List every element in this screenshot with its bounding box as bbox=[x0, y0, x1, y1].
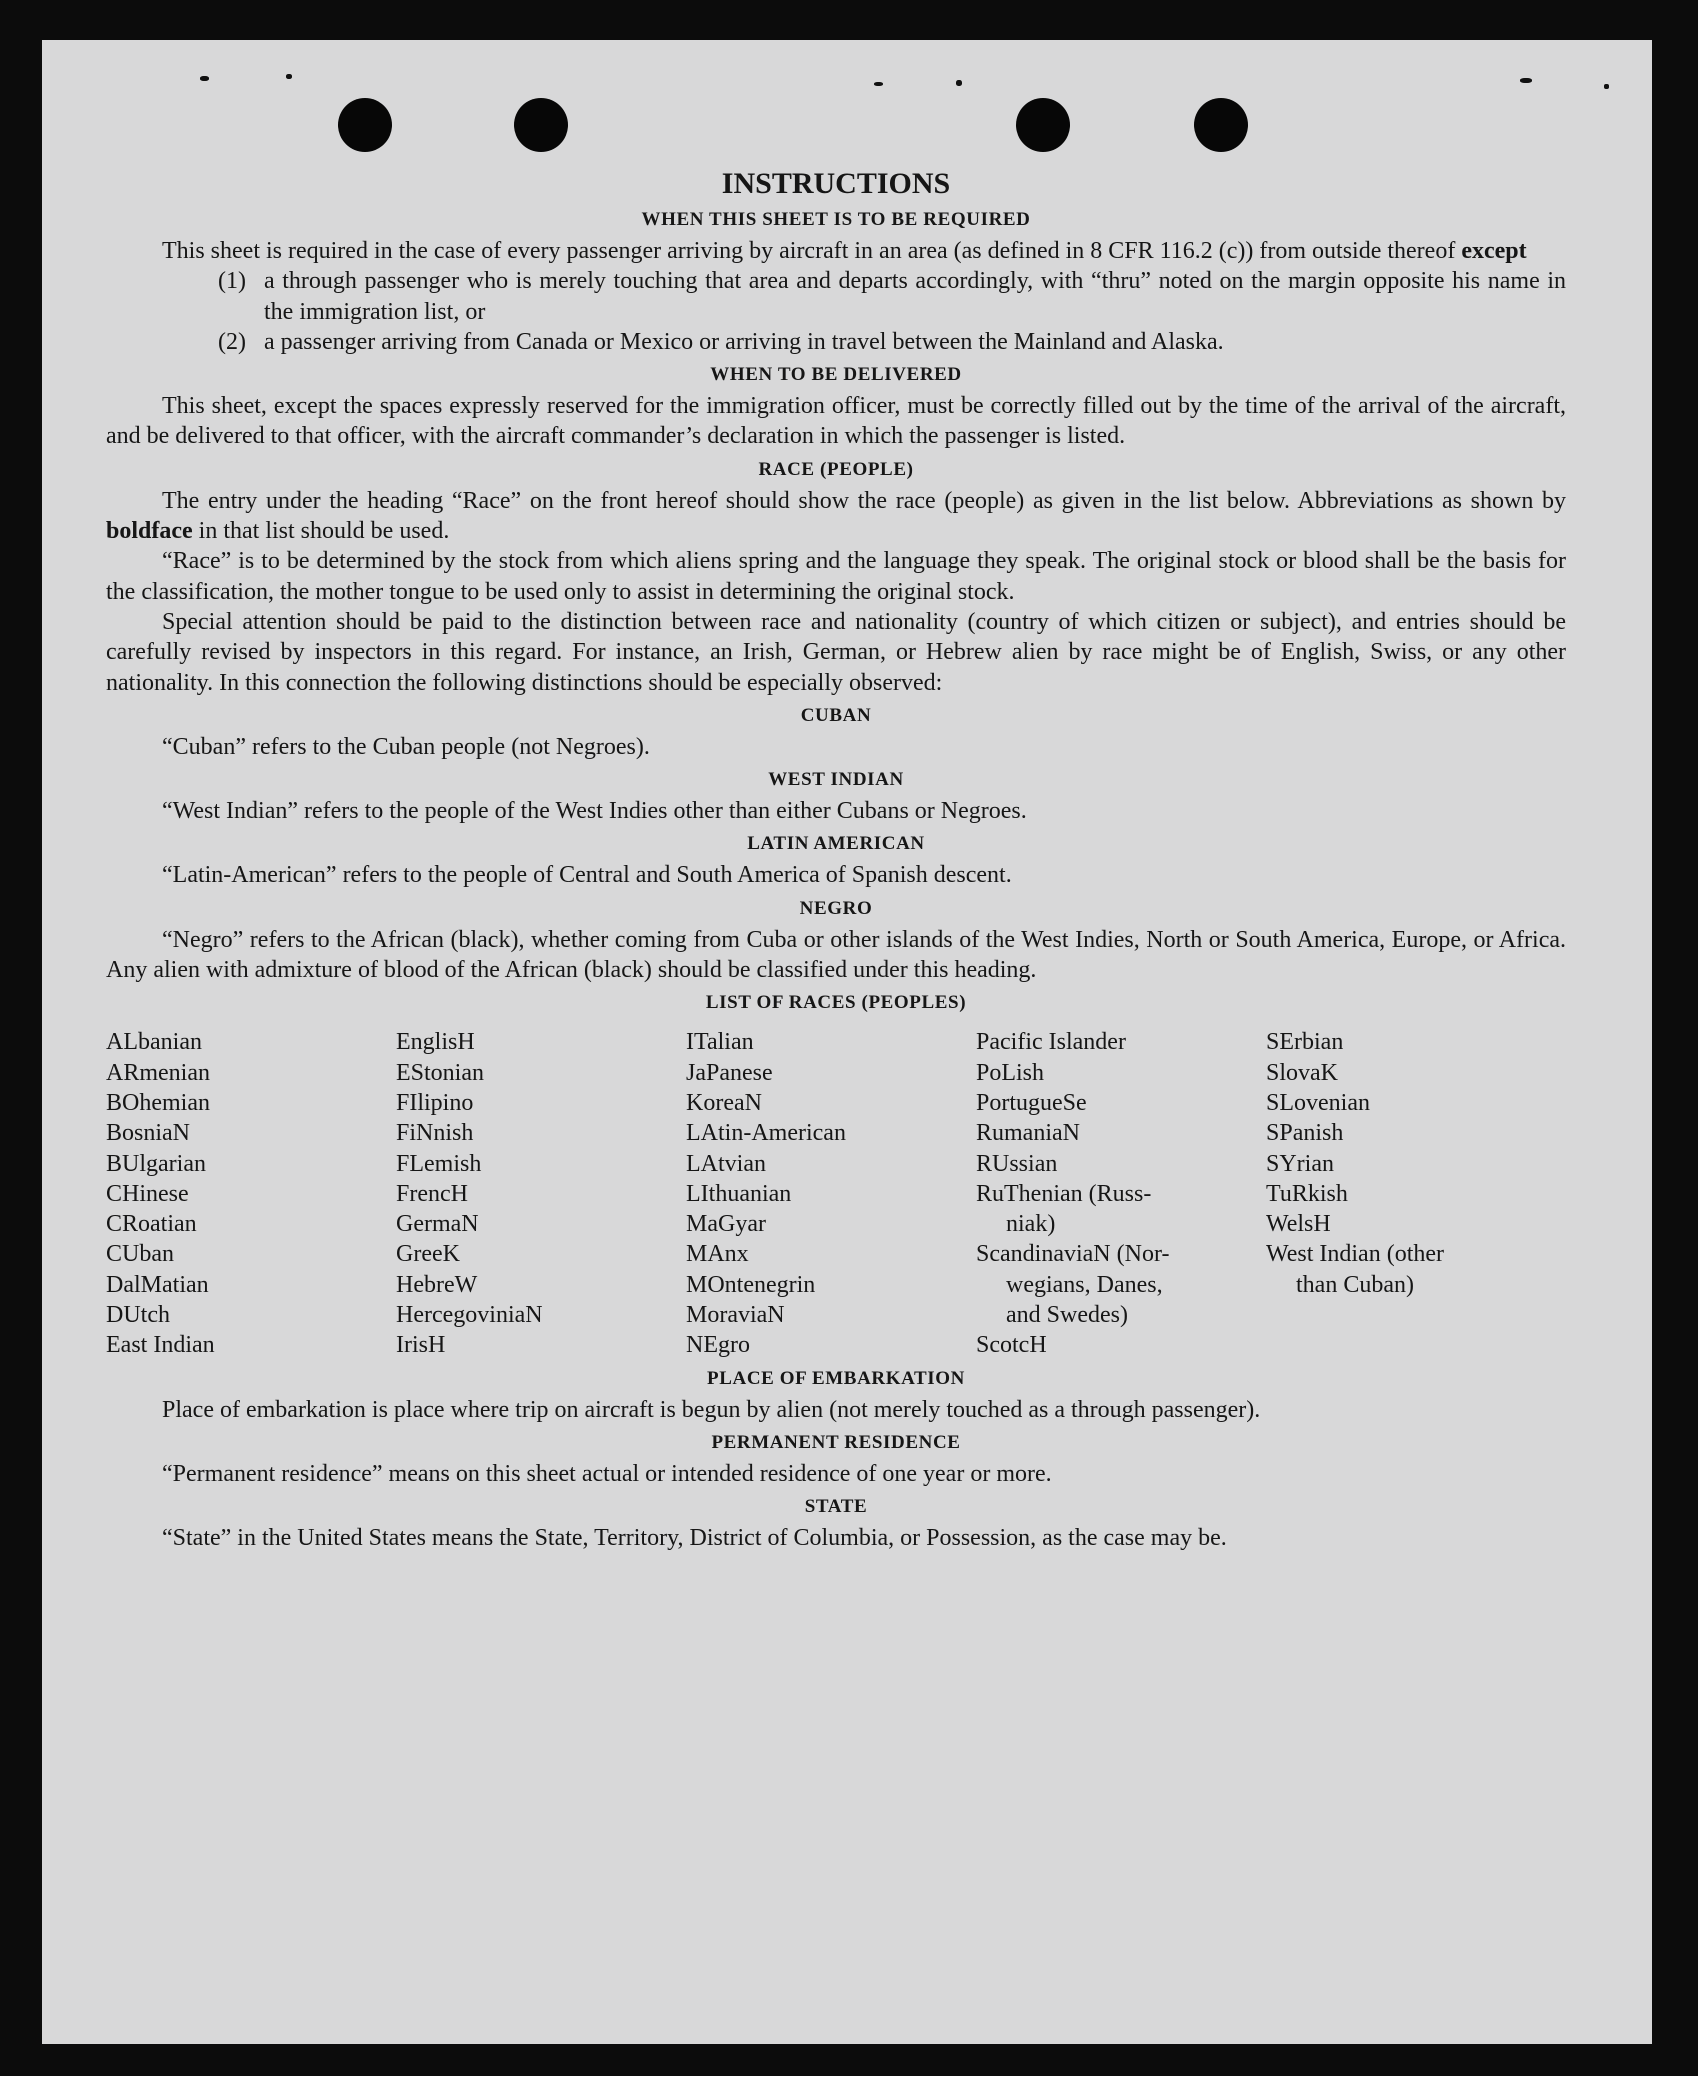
race-item: RumaniaN bbox=[976, 1120, 1080, 1147]
page-title: INSTRUCTIONS bbox=[721, 167, 951, 200]
race-item: EStonian bbox=[396, 1059, 484, 1086]
race-item: GermaN bbox=[396, 1211, 479, 1238]
race-item: ITalian bbox=[686, 1029, 754, 1056]
race-item: SYrian bbox=[1266, 1150, 1334, 1177]
race-item: PoLish bbox=[976, 1059, 1045, 1086]
race-item: Pacific Islander bbox=[976, 1029, 1126, 1056]
paragraph: Place of embarkation is place where trip on aircraft is begun by alien (not merely touched as a through passenger). bbox=[162, 1396, 1261, 1423]
speck bbox=[956, 80, 962, 86]
race-item: FLemish bbox=[396, 1150, 482, 1177]
race-item: NEgro bbox=[686, 1332, 750, 1359]
race-column bbox=[106, 1027, 396, 1360]
paragraph: “Cuban” refers to the Cuban people (not Negroes). bbox=[162, 733, 650, 760]
list-number: (1) bbox=[218, 268, 246, 295]
race-item: HercegoviniaN bbox=[396, 1302, 543, 1329]
list-item bbox=[106, 266, 1566, 327]
race-item: SErbian bbox=[1266, 1029, 1344, 1056]
race-item: LIthuanian bbox=[686, 1180, 792, 1207]
section-heading: RACE (PEOPLE) bbox=[758, 458, 914, 480]
race-item: ALbanian bbox=[106, 1029, 202, 1056]
speck bbox=[200, 76, 209, 81]
race-column bbox=[686, 1027, 976, 1360]
race-item: and Swedes) bbox=[1006, 1302, 1128, 1329]
race-item: CHinese bbox=[106, 1180, 189, 1207]
paragraph: “Negro” refers to the African (black), whether coming from Cuba or other islands of the West Indies, North or South America, Europe, or Africa. Any alien with admixture of blood of the African (black) should be classified under this heading. bbox=[106, 926, 1566, 984]
race-item: East Indian bbox=[106, 1332, 215, 1359]
punch-hole bbox=[1194, 98, 1248, 152]
paragraph: This sheet, except the spaces expressly reserved for the immigration officer, must be correctly filled out by the time of the arrival of the aircraft, and be delivered to that officer, with the aircraft commander’s declaration in which the passenger is listed. bbox=[106, 393, 1566, 450]
race-item: FiNnish bbox=[396, 1120, 474, 1147]
paragraph bbox=[106, 486, 1566, 547]
race-item: West Indian (other bbox=[1266, 1241, 1445, 1268]
race-item: BUlgarian bbox=[106, 1150, 206, 1177]
section-heading: WHEN THIS SHEET IS TO BE REQUIRED bbox=[641, 209, 1031, 230]
speck bbox=[1604, 84, 1609, 89]
paragraph: Special attention should be paid to the distinction between race and nationality (country of which citizen or subject), and entries should be carefully revised by inspectors in this regard. For instance, an Irish, German, or Hebrew alien by race might be of English, Swiss, or any other nationality. In this connection the following distinctions should be especially observed: bbox=[106, 608, 1566, 696]
paragraph: “State” in the United States means the State, Territory, District of Columbia, or Possession, as the case may be. bbox=[162, 1525, 1227, 1552]
bold-text: boldface bbox=[106, 518, 193, 545]
race-item: DUtch bbox=[106, 1302, 170, 1329]
punch-hole bbox=[338, 98, 392, 152]
race-item: MAnx bbox=[686, 1241, 749, 1268]
race-item: MaGyar bbox=[686, 1211, 766, 1238]
race-item: HebreW bbox=[396, 1271, 478, 1298]
paragraph-text: in that list should be used. bbox=[198, 518, 450, 545]
section-heading: NEGRO bbox=[799, 897, 873, 919]
speck bbox=[1520, 78, 1532, 83]
speck bbox=[874, 82, 883, 86]
section-heading: WHEN TO BE DELIVERED bbox=[710, 364, 962, 386]
section-heading: CUBAN bbox=[800, 704, 872, 726]
race-item: IrisH bbox=[396, 1332, 446, 1359]
list-text: a through passenger who is merely touching that area and departs accordingly, with “thru” noted on the margin opposite his name in the immigration list, or bbox=[264, 268, 1566, 325]
race-item: MOntenegrin bbox=[686, 1271, 816, 1298]
paragraph: “Permanent residence” means on this sheet actual or intended residence of one year or more. bbox=[162, 1460, 1052, 1487]
race-item: LAtvian bbox=[686, 1150, 766, 1177]
race-item: BOhemian bbox=[106, 1089, 210, 1116]
race-column bbox=[1266, 1027, 1556, 1360]
section-heading: STATE bbox=[804, 1496, 868, 1518]
section-heading: LATIN AMERICAN bbox=[747, 833, 925, 855]
race-item: RuThenian (Russ- bbox=[976, 1180, 1152, 1207]
paragraph-text: This sheet is required in the case of every passenger arriving by aircraft in an area (as defined in 8 CFR 116.2 (c)) from outside thereof bbox=[162, 238, 1456, 264]
list-text: a passenger arriving from Canada or Mexico or arriving in travel between the Mainland and Alaska. bbox=[264, 328, 1224, 355]
race-item: CUban bbox=[106, 1241, 174, 1268]
race-item: MoraviaN bbox=[686, 1302, 785, 1329]
race-list bbox=[106, 1027, 1566, 1360]
speck bbox=[286, 74, 292, 79]
race-item: SLovenian bbox=[1266, 1089, 1370, 1116]
paragraph: “Race” is to be determined by the stock from which aliens spring and the language they speak. The original stock or blood shall be the basis for the classification, the mother tongue to be used only to assist in determining the original stock. bbox=[106, 548, 1566, 605]
punch-hole bbox=[1016, 98, 1070, 152]
race-item: than Cuban) bbox=[1296, 1271, 1414, 1298]
paragraph: “Latin-American” refers to the people of Central and South America of Spanish descent. bbox=[162, 862, 1012, 889]
race-item: wegians, Danes, bbox=[1006, 1271, 1163, 1298]
race-item: FrencH bbox=[396, 1180, 468, 1207]
race-item: ScandinaviaN (Nor- bbox=[976, 1241, 1170, 1268]
race-item: SlovaK bbox=[1266, 1059, 1338, 1086]
race-item: RUssian bbox=[976, 1150, 1058, 1177]
section-heading: WEST INDIAN bbox=[768, 769, 904, 791]
race-item: LAtin-American bbox=[686, 1120, 846, 1147]
race-item: TuRkish bbox=[1266, 1180, 1348, 1207]
race-item: FIlipino bbox=[396, 1089, 474, 1116]
race-item: SPanish bbox=[1266, 1120, 1344, 1147]
race-item: PortugueSe bbox=[976, 1089, 1087, 1116]
race-column bbox=[976, 1027, 1266, 1360]
punch-hole bbox=[514, 98, 568, 152]
list-item bbox=[106, 327, 1566, 357]
bold-text: except bbox=[1461, 238, 1527, 264]
document-sheet bbox=[42, 40, 1652, 2044]
race-item: BosniaN bbox=[106, 1120, 190, 1147]
race-item: GreeK bbox=[396, 1241, 460, 1268]
paragraph: “West Indian” refers to the people of the West Indies other than either Cubans or Negroes. bbox=[162, 798, 1027, 825]
race-item: ARmenian bbox=[106, 1059, 210, 1086]
race-item: CRoatian bbox=[106, 1211, 197, 1238]
race-item: ScotcH bbox=[976, 1332, 1047, 1359]
race-column bbox=[396, 1027, 686, 1360]
race-item: JaPanese bbox=[686, 1059, 773, 1086]
section-heading: PLACE OF EMBARKATION bbox=[707, 1367, 965, 1389]
race-item: DalMatian bbox=[106, 1271, 209, 1298]
race-item: KoreaN bbox=[686, 1089, 762, 1116]
race-item: niak) bbox=[1006, 1211, 1056, 1238]
instructions-content bbox=[106, 166, 1566, 1554]
section-heading: LIST OF RACES (PEOPLES) bbox=[705, 992, 967, 1014]
paragraph bbox=[106, 236, 1566, 266]
race-item: WelsH bbox=[1266, 1211, 1331, 1238]
list-number: (2) bbox=[218, 328, 246, 355]
paragraph-text: The entry under the heading “Race” on the front hereof should show the race (people) as given in the list below. Abbreviations as shown by bbox=[162, 487, 1566, 514]
race-item: EnglisH bbox=[396, 1029, 475, 1056]
section-heading: PERMANENT RESIDENCE bbox=[711, 1431, 961, 1453]
